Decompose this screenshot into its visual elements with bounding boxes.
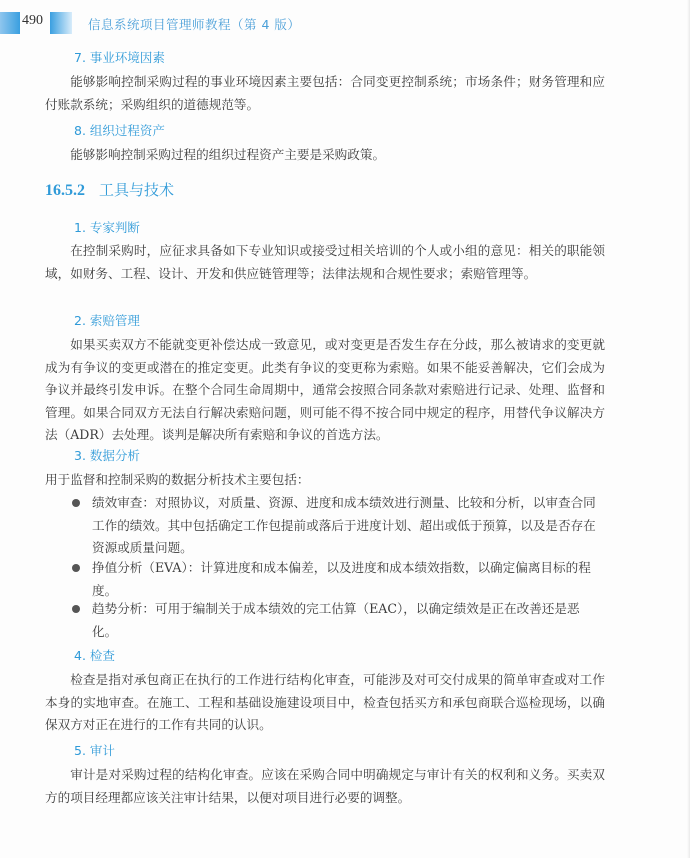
list-item-text: 挣值分析（EVA）：计算进度和成本偏差，以及进度和成本绩效指数，以确定偏离目标的程度。 — [92, 560, 591, 598]
list-item — [72, 492, 602, 560]
heading-inspection: 4. 检查 — [74, 648, 115, 663]
list-item — [72, 598, 602, 643]
heading-data-analysis: 3. 数据分析 — [74, 448, 140, 463]
heading-claims-management: 2. 索赔管理 — [74, 313, 140, 328]
page-header — [0, 12, 690, 34]
paragraph-org-process-assets: 能够影响控制采购过程的组织过程资产主要是采购政策。 — [70, 147, 386, 162]
paragraph-claims-management: 如果买卖双方不能就变更补偿达成一致意见，或对变更是否发生存在分歧，那么被请求的变更就成为有争议的变更或潜在的推定变更。此类有争议的变更称为索赔。如果不能妥善解决，它们会成为争议并最终引发申诉。在整个合同生命周期中，通常会按照合同条款对索赔进行记录、处理、监督和管理。如果合同双方无法自行解决索赔问题，则可能不得不按合同中规定的程序，用替代争议解决方法（ADR）去处理。谈判是解决所有索赔和争议的首选方法。 — [45, 337, 605, 442]
heading-audit: 5. 审计 — [74, 743, 115, 758]
bullet-icon — [72, 564, 80, 572]
book-title: 信息系统项目管理师教程（第 4 版） — [88, 17, 301, 32]
subsection-title: 工具与技术 — [99, 181, 175, 199]
header-accent-bar-left — [0, 12, 20, 34]
heading-expert-judgment: 1. 专家判断 — [74, 220, 140, 235]
paragraph-data-analysis-intro: 用于监督和控制采购的数据分析技术主要包括： — [45, 472, 310, 487]
page-number: 490 — [22, 13, 43, 28]
heading-enterprise-env-factors: 7. 事业环境因素 — [74, 50, 165, 65]
paragraph-audit: 审计是对采购过程的结构化审查。应该在采购合同中明确规定与审计有关的权利和义务。买卖双方的项目经理都应该关注审计结果，以便对项目进行必要的调整。 — [45, 767, 605, 805]
paragraph-enterprise-env-factors: 能够影响控制采购过程的事业环境因素主要包括：合同变更控制系统；市场条件；财务管理和应付账款系统；采购组织的道德规范等。 — [45, 74, 605, 112]
list-item-text: 绩效审查：对照协议，对质量、资源、进度和成本绩效进行测量、比较和分析，以审查合同工作的绩效。其中包括确定工作包提前或落后于进度计划、超出或低于预算，以及是否存在资源或质量问题。 — [92, 495, 596, 555]
list-item-text: 趋势分析：可用于编制关于成本绩效的完工估算（EAC），以确定绩效是正在改善还是恶化。 — [92, 601, 580, 639]
bullet-icon — [72, 499, 80, 507]
header-accent-bar-right — [50, 12, 72, 34]
list-item — [72, 557, 602, 602]
paragraph-expert-judgment: 在控制采购时，应征求具备如下专业知识或接受过相关培训的个人或小组的意见：相关的职能领域，如财务、工程、设计、开发和供应链管理等；法律法规和合规性要求；索赔管理等。 — [45, 243, 605, 281]
bullet-icon — [72, 605, 80, 613]
subsection-number: 16.5.2 — [45, 182, 85, 199]
paragraph-inspection: 检查是指对承包商正在执行的工作进行结构化审查，可能涉及对可交付成果的简单审查或对工作本身的实地审查。在施工、工程和基础设施建设项目中，检查包括买方和承包商联合巡检现场，以确保双方对正在进行的工作有共同的认识。 — [45, 672, 605, 732]
heading-org-process-assets: 8. 组织过程资产 — [74, 123, 165, 138]
subsection-heading — [45, 179, 174, 200]
